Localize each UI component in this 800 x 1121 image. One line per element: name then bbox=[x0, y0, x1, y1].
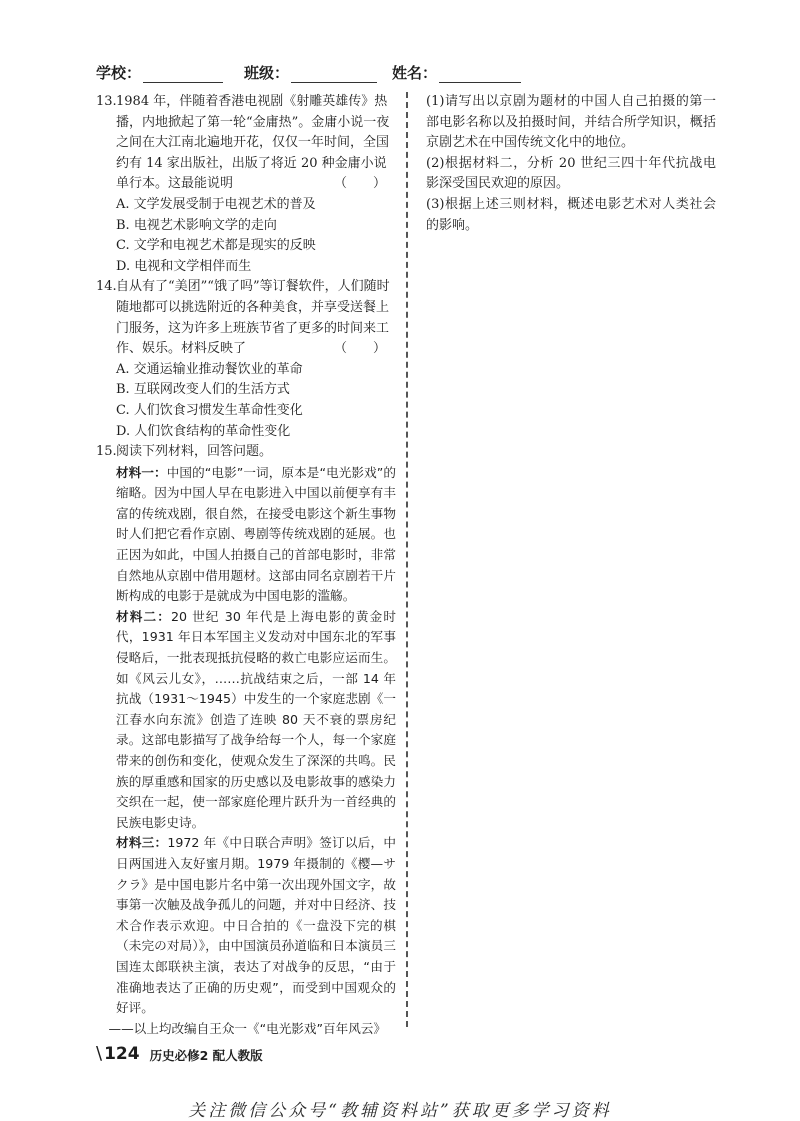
material-1 bbox=[96, 463, 396, 607]
question-number: 14. bbox=[96, 279, 117, 295]
header-info bbox=[96, 62, 716, 86]
column-divider bbox=[406, 92, 408, 1027]
right-column bbox=[426, 92, 716, 236]
material-text: 20 世纪 30 年代是上海电影的黄金时代，1931 年日本军国主义发动对中国东北的军事侵略后，一批表现抵抗侵略的救亡电影应运而生。如《风云儿女》，……抗战结束之后，一部 14 年抗战（1931～1945）中发生的一个家庭悲剧《一江春水向东流》创造了连映 80 天不衰的票房纪录。这部电影描写了战争给每一个人，每一个家庭带来的创伤和变化，使观众发生了深深的共鸣。民族的厚重感和国家的历史感以及电影故事的感染力交织在一起，使一部家庭伦理片跃升为一首经典的民族电影史诗。 bbox=[116, 608, 397, 830]
material-source: ——以上均改编自王众一《“电光影戏”百年风云》 bbox=[108, 1020, 386, 1036]
subquestion-2: (2)根据材料二，分析 20 世纪三四十年代抗战电影深受国民欢迎的原因。 bbox=[426, 155, 716, 192]
answer-paren[interactable]: （ ） bbox=[333, 341, 386, 357]
question-stem: 1984 年，伴随着香港电视剧《射雕英雄传》热播，内地掀起了第一轮“金庸热”。金庸小说一夜之间在大江南北遍地开花，仅仅一年时间，全国约有 14 家出版社，出版了将近 20 种金庸小说单行本。这最能说明 bbox=[116, 94, 390, 192]
name-label: 姓名： bbox=[392, 64, 438, 82]
school-blank[interactable] bbox=[143, 66, 223, 83]
class-label: 班级： bbox=[244, 64, 290, 82]
question-number: 13. bbox=[96, 94, 117, 109]
footer-slash-mark: \ bbox=[96, 1043, 103, 1064]
name-blank[interactable] bbox=[439, 66, 521, 83]
school-label: 学校： bbox=[96, 64, 142, 82]
question-stem: 阅读下列材料，回答问题。 bbox=[116, 444, 273, 460]
question-number: 15. bbox=[96, 444, 117, 460]
option-c: C. 人们饮食习惯发生革命性变化 bbox=[116, 402, 303, 418]
watermark-text: 关注微信公众号“教辅资料站”获取更多学习资料 bbox=[188, 1101, 612, 1121]
option-d: D. 人们饮食结构的革命性变化 bbox=[116, 423, 291, 439]
book-title: 历史必修2 配人教版 bbox=[149, 1048, 263, 1063]
material-3 bbox=[96, 833, 396, 1018]
question-13 bbox=[96, 92, 396, 195]
left-column bbox=[96, 92, 396, 1039]
material-label: 材料二： bbox=[116, 608, 171, 624]
material-text: 中国的“电影”一词，原本是“电光影戏”的缩略。因为中国人早在电影进入中国以前便享有丰富的传统戏剧，很自然，在接受电影这个新生事物时人们把它看作京剧、粤剧等传统戏剧的延展。也正因为如此，中国人拍摄自己的首部电影时，非常自然地从京剧中借用题材。这部由同名京剧若干片断构成的电影于是就成为中国电影的滥觞。 bbox=[116, 464, 396, 604]
material-label: 材料一： bbox=[116, 464, 167, 480]
page-number: 124 bbox=[104, 1044, 140, 1064]
question-stem: 自从有了“美团”“饿了吗”等订餐软件，人们随时随地都可以挑选附近的各种美食，并享受送餐上门服务，这为许多上班族节省了更多的时间来工作、娱乐。材料反映了 bbox=[116, 279, 390, 357]
question-14 bbox=[96, 277, 396, 359]
option-b: B. 互联网改变人们的生活方式 bbox=[116, 382, 290, 398]
question-15 bbox=[96, 442, 396, 463]
option-b: B. 电视艺术影响文学的走向 bbox=[116, 217, 277, 233]
name-field bbox=[392, 62, 521, 83]
page-footer bbox=[96, 1042, 263, 1064]
school-field bbox=[96, 62, 223, 83]
material-label: 材料三： bbox=[116, 835, 168, 851]
option-a: A. 文学发展受制于电视艺术的普及 bbox=[116, 196, 316, 212]
option-c: C. 文学和电视艺术都是现实的反映 bbox=[116, 238, 316, 254]
subquestion-3: (3)根据上述三则材料，概述电影艺术对人类社会的影响。 bbox=[426, 196, 716, 233]
material-2 bbox=[96, 607, 396, 834]
answer-paren[interactable]: （ ） bbox=[333, 176, 386, 192]
subquestion-1: (1)请写出以京剧为题材的中国人自己拍摄的第一部电影名称以及拍摄时间，并结合所学知识，概括京剧艺术在中国传统文化中的地位。 bbox=[426, 94, 716, 151]
material-text: 1972 年《中日联合声明》签订以后，中日两国进入友好蜜月期。1979 年摄制的《樱—サクラ》是中国电影片名中第一次出现外国文字，故事第一次触及战争孤儿的问题，并对中日经济、技术合作表示欢迎。中日合拍的《一盘没下完的棋（未完の对局）》，由中国演员孙道临和日本演员三国连太郎联袂主演，表达了对战争的反思，“由于准确地表达了正确的历史观”，而受到中国观众的好评。 bbox=[116, 835, 396, 1016]
option-d: D. 电视和文学相伴而生 bbox=[116, 258, 252, 274]
class-blank[interactable] bbox=[291, 66, 377, 83]
class-field bbox=[244, 62, 377, 83]
option-a: A. 交通运输业推动餐饮业的革命 bbox=[116, 361, 303, 377]
